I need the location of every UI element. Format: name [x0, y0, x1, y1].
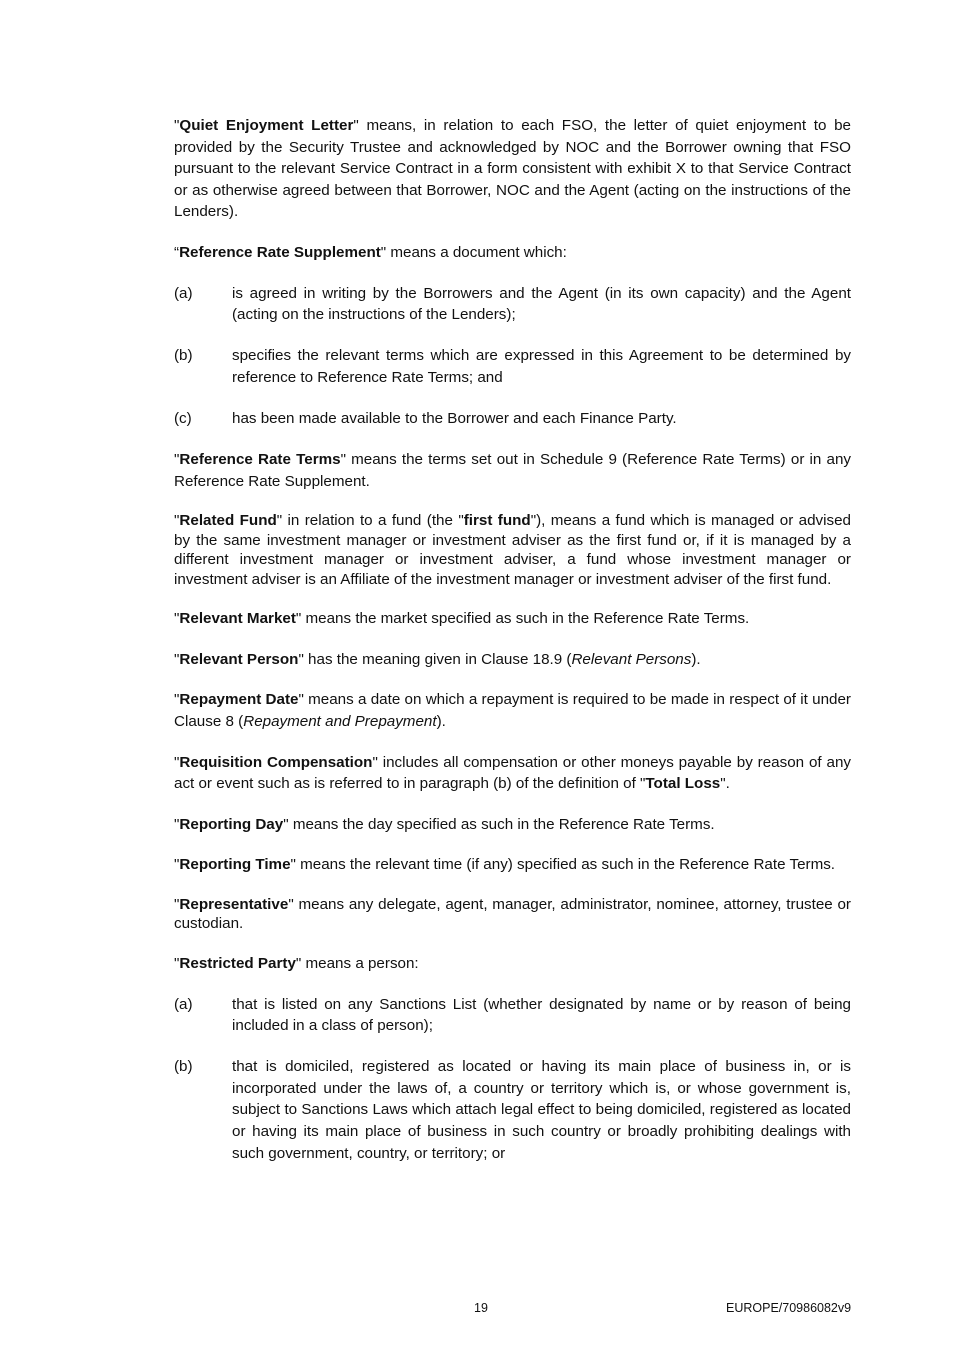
inner-defined-term: Total Loss — [645, 775, 721, 793]
list-item: (a) is agreed in writing by the Borrowers and the Agent (in its own capacity) and the Agent (acting on the instructions of the Lenders); — [174, 284, 851, 324]
document-body — [174, 115, 851, 1184]
defined-term: Relevant Person — [179, 650, 299, 668]
definition-repayment-date: "Repayment Date" means a date on which a repayment is required to be made in respect of it under Clause 8 (Repayment and Prepayment). — [174, 691, 851, 730]
clause-reference: Repayment and Prepayment — [243, 713, 437, 730]
definition-requisition-compensation: "Requisition Compensation" includes all compensation or other moneys payable by reason of any act or event such as is referred to in paragraph (b) of the definition of "Total Loss". — [174, 753, 851, 793]
defined-term: Restricted Party — [179, 954, 296, 972]
defined-term: Reporting Time — [179, 856, 291, 874]
list-item: (c) has been made available to the Borrower and each Finance Party. — [174, 409, 677, 427]
defined-term: Reporting Day — [179, 815, 284, 833]
definition-reporting-time: "Reporting Time" means the relevant time (if any) specified as such in the Reference Rate Terms. — [174, 856, 836, 874]
definition-restricted-party: "Restricted Party" means a person: — [174, 954, 419, 972]
defined-term: Requisition Compensation — [179, 753, 373, 771]
defined-term: Reference Rate Terms — [179, 451, 341, 469]
clause-reference: Relevant Persons — [571, 650, 692, 668]
list-item: (b) that is domiciled, registered as located or having its main place of business in, or is incorporated under the laws of, a country or territory which is, or whose government is, subject to Sanctions Laws which attach legal effect to being domiciled, registered as located or having its main place of business in such country or broadly prohibiting dealings with such government, country, or territory; or — [174, 1058, 851, 1162]
defined-term: Reference Rate Supplement — [179, 243, 381, 261]
definition-representative: "Representative" means any delegate, agent, manager, administrator, nominee, attorney, trustee or custodian. — [174, 895, 851, 933]
defined-term: Repayment Date — [179, 691, 299, 709]
list-item: (b) specifies the relevant terms which are expressed in this Agreement to be determined by reference to Reference Rate Terms; and — [174, 347, 851, 386]
list-item: (a) that is listed on any Sanctions List (whether designated by name or by reason of being included in a class of person); — [174, 995, 851, 1035]
definition-relevant-person: "Relevant Person" has the meaning given in Clause 18.9 (Relevant Persons). — [174, 650, 701, 668]
page-number: 19 — [474, 1301, 488, 1315]
definition-reference-rate-supplement: “Reference Rate Supplement" means a document which: — [174, 243, 567, 261]
defined-term: Relevant Market — [179, 610, 296, 628]
definition-related-fund: "Related Fund" in relation to a fund (the "first fund"), means a fund which is managed or advised by the same investment manager or investment adviser as the first fund or, if it is managed by a different investment manager or investment adviser, a fund whose investment manager or investment adviser is an Affiliate of the investment manager or investment adviser of the first fund. — [174, 512, 851, 588]
defined-term: Representative — [179, 895, 289, 913]
inner-defined-term: first fund — [463, 512, 531, 530]
definition-reporting-day: "Reporting Day" means the day specified as such in the Reference Rate Terms. — [174, 815, 715, 833]
definition-relevant-market: "Relevant Market" means the market specified as such in the Reference Rate Terms. — [174, 610, 750, 628]
defined-term: Quiet Enjoyment Letter — [179, 117, 354, 134]
defined-term: Related Fund — [179, 512, 277, 530]
definition-reference-rate-terms: "Reference Rate Terms" means the terms set out in Schedule 9 (Reference Rate Terms) or in any Reference Rate Supplement. — [174, 451, 852, 490]
document-reference: EUROPE/70986082v9 — [726, 1301, 852, 1315]
definition-quiet-enjoyment-letter: "Quiet Enjoyment Letter" means, in relation to each FSO, the letter of quiet enjoyment to be provided by the Security Trustee and acknowledged by NOC and the Borrower owning that FSO pursuant to the relevant Service Contract in a form consistent with exhibit X to that Service Contract or as otherwise agreed between that Borrower, NOC and the Agent (acting on the instructions of the Lenders). — [174, 117, 851, 221]
